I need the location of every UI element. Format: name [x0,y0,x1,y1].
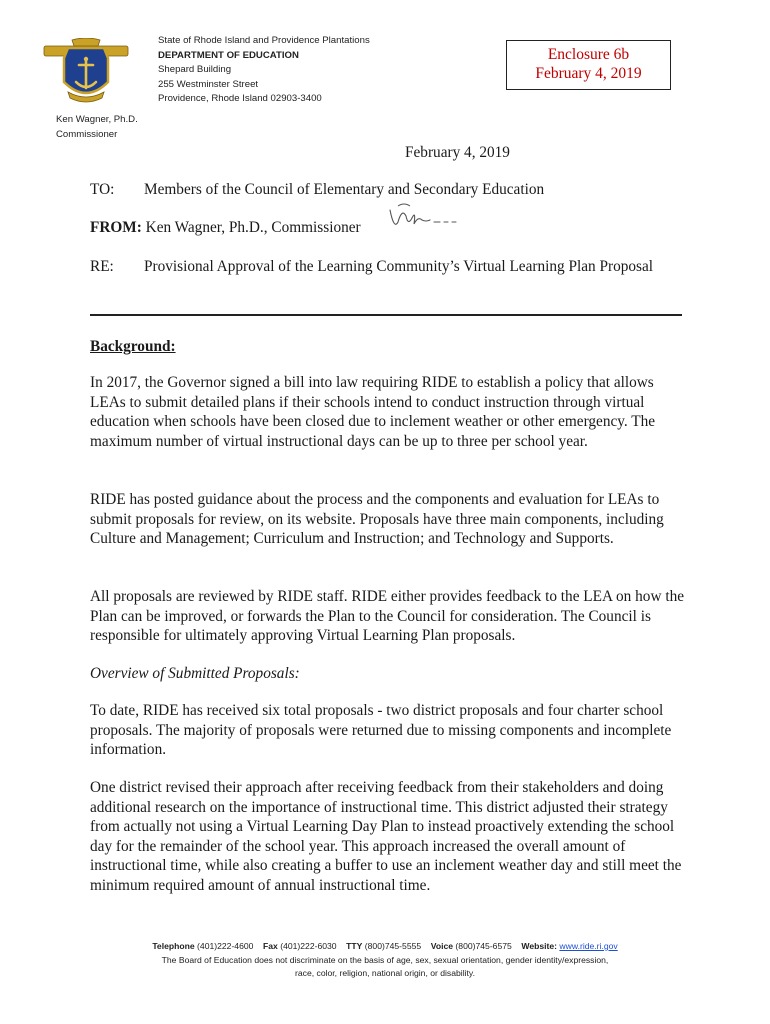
paragraph-5: One district revised their approach after receiving feedback from their stakeholders and doing additional research on the importance of instructional time. This district adjusted their strategy from actually not using a Virtual Learning Day Plan to instead proactively extending the school day for the remainder of the school year. This approach increased the overall amount of instructional time, while also creating a buffer to use an inclement weather day and still meet the minimum required amount of annual instructional time. [90,779,682,894]
paragraph-1: In 2017, the Governor signed a bill into law requiring RIDE to establish a policy that allows LEAs to submit detailed plans if their schools intend to conduct instruction through virtual education when schools have been closed due to inclement weather or other emergency. The maximum number of virtual instructional days can be up to three per school year. [90,374,656,450]
from-label: FROM: [90,219,142,236]
re-value: Provisional Approval of the Learning Community’s Virtual Learning Plan Proposal [144,258,654,275]
nondiscrimination-line-1: The Board of Education does not discriminate on the basis of age, sex, sexual orientation, gender identity/expression, [161,954,609,965]
fax-number: (401)222-6030 [280,941,337,951]
memo-date: February 4, 2019 [405,144,510,161]
footer-contacts [0,940,770,954]
rhode-island-seal-icon [42,38,130,106]
tty-number: (800)745-5555 [364,941,422,951]
website-label: Website: [521,941,558,951]
signature-icon [384,200,462,234]
to-value: Members of the Council of Elementary and Secondary Education [144,181,545,198]
to-label: TO: [90,181,115,198]
website-link[interactable]: www.ride.ri.gov [559,941,618,951]
fax-label: Fax [263,941,278,951]
tty-label: TTY [346,941,363,951]
commissioner-name: Ken Wagner, Ph.D. [56,114,138,125]
city-address: Providence, Rhode Island 02903-3400 [158,93,322,104]
letterhead [158,34,370,107]
street-address: 255 Westminster Street [158,78,259,90]
enclosure-box [506,40,671,90]
nondiscrimination-line-2: race, color, religion, national origin, or disability. [295,968,475,978]
background-heading: Background: [90,338,176,355]
voice-number: (800)745-6575 [455,941,512,951]
state-name: State of Rhode Island and Providence Plantations [158,35,370,46]
telephone-label: Telephone [152,941,195,951]
page-footer [0,940,770,981]
commissioner-block [56,113,138,142]
from-value: Ken Wagner, Ph.D., Commissioner [141,219,361,236]
from-line [90,218,361,238]
paragraph-4: To date, RIDE has received six total proposals - two district proposals and four charter school proposals. The majority of proposals were returned due to missing components and incomplete information. [90,702,672,759]
overview-heading: Overview of Submitted Proposals: [90,665,300,682]
enclosure-date: February 4, 2019 [535,65,642,82]
header-divider [90,314,682,316]
commissioner-title: Commissioner [56,128,118,140]
enclosure-label: Enclosure 6b [547,46,630,63]
paragraph-3: All proposals are reviewed by RIDE staff. RIDE either provides feedback to the LEA on how the Plan can be improved, or forwards the Plan to the Council for consideration. The Council is responsible for ultimately approving Virtual Learning Plan proposals. [90,588,685,645]
building-name: Shepard Building [158,64,232,75]
department-name: DEPARTMENT OF EDUCATION [158,49,299,61]
paragraph-2: RIDE has posted guidance about the process and the components and evaluation for LEAs to submit proposals for review, on its website. Proposals have three main components, including Culture and Management; Curriculum and Instruction; and Technology and Supports. [90,491,664,548]
re-label: RE: [90,258,114,275]
voice-label: Voice [430,941,454,951]
telephone-number: (401)222-4600 [197,941,254,951]
